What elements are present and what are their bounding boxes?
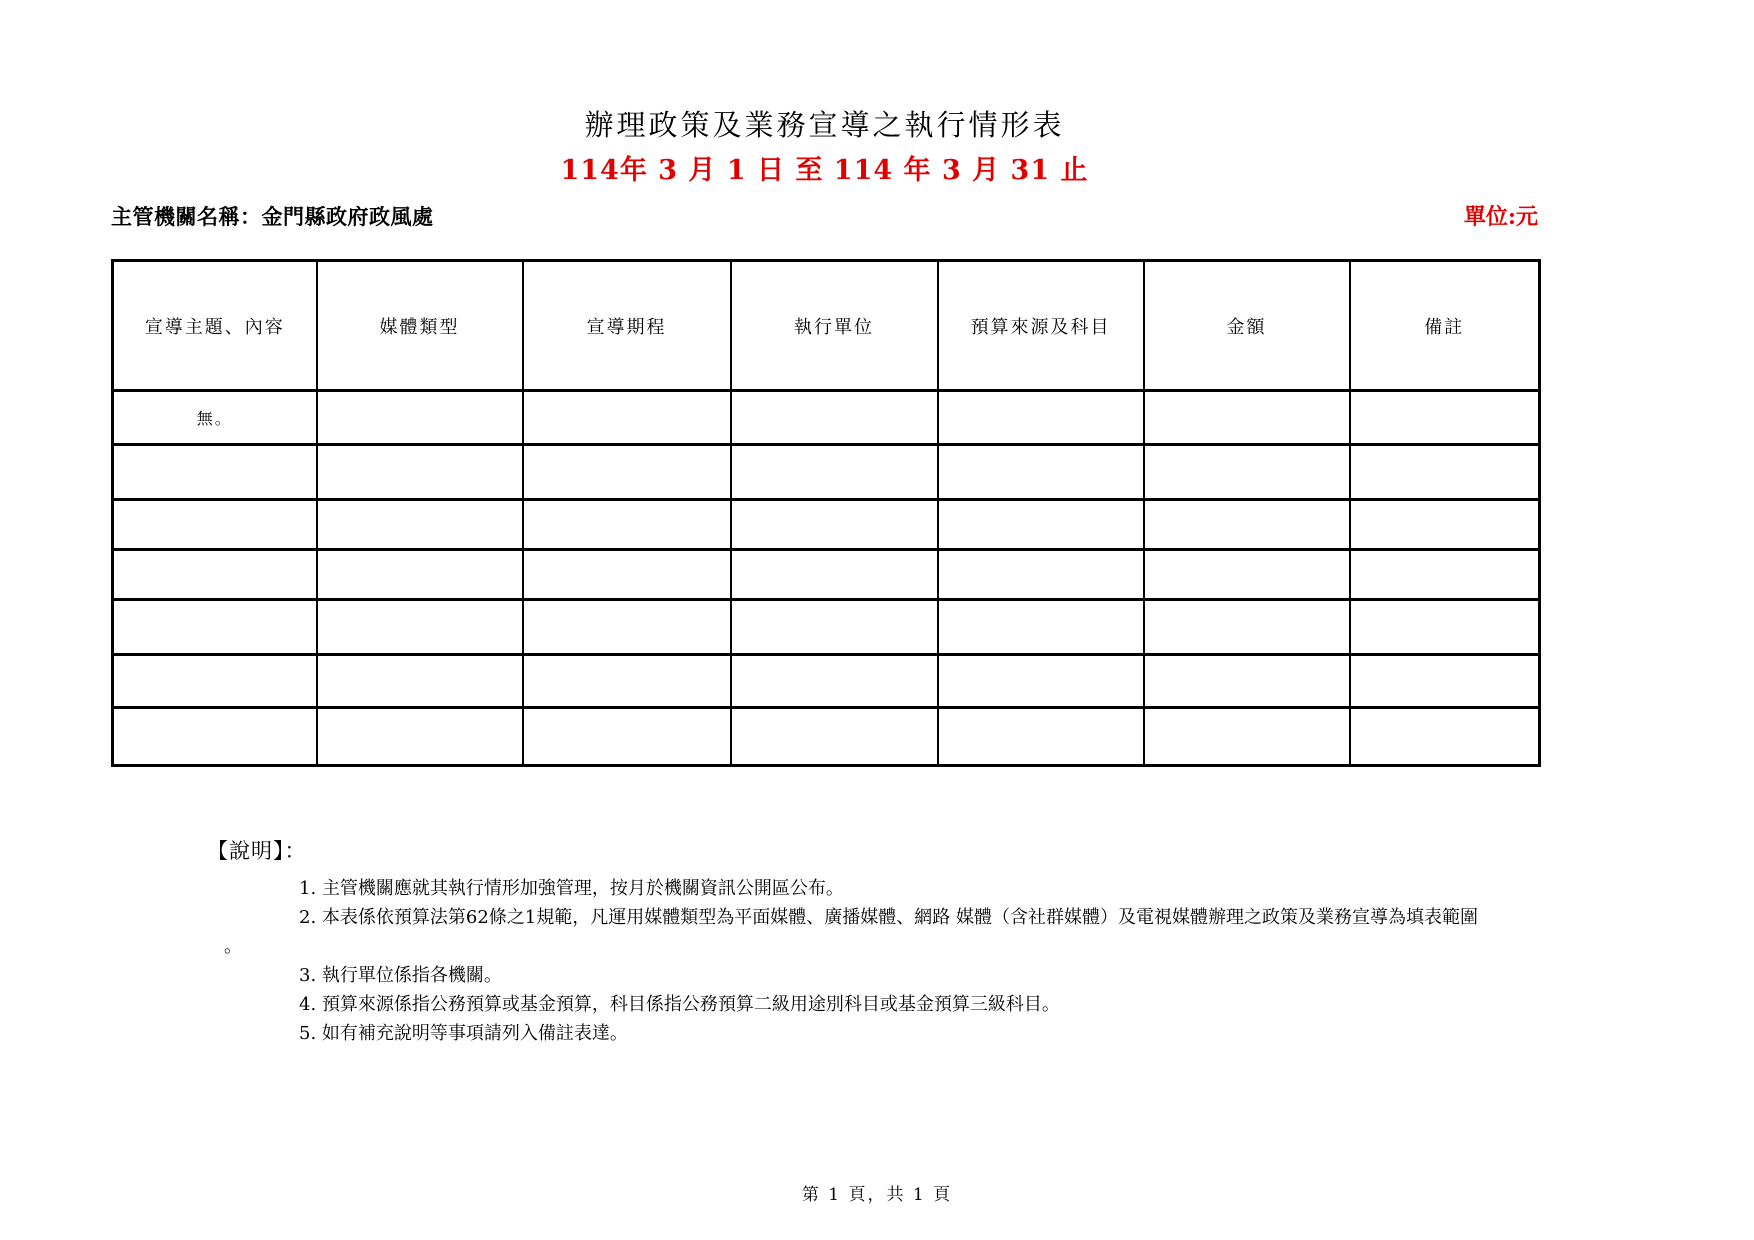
table-cell: [523, 500, 731, 550]
meta-row: [111, 200, 1538, 231]
table-row: [113, 655, 1540, 708]
table-cell: [938, 500, 1144, 550]
table-cell: [113, 655, 317, 708]
table-cell: [113, 500, 317, 550]
table-cell: [1144, 550, 1350, 600]
table-cell: [1144, 708, 1350, 766]
table-row: [113, 550, 1540, 600]
agency-name-label: 主管機關名稱：金門縣政府政風處: [111, 204, 434, 229]
table-cell: [938, 708, 1144, 766]
report-table-body: [113, 391, 1540, 766]
note-line: 。: [224, 936, 242, 957]
report-table: [111, 259, 1541, 767]
table-cell: [113, 708, 317, 766]
column-header-remarks: 備註: [1350, 261, 1540, 391]
table-header: [113, 261, 1540, 391]
table-row: [113, 600, 1540, 655]
table-row: [113, 391, 1540, 445]
table-cell: [113, 550, 317, 600]
table-cell: [317, 655, 523, 708]
table-cell: [938, 655, 1144, 708]
table-cell: [317, 445, 523, 500]
table-cell: [731, 445, 938, 500]
notes-heading: 【說明】：: [207, 839, 307, 863]
table-cell: [1350, 655, 1540, 708]
table-cell: [731, 600, 938, 655]
document-content: [111, 0, 1538, 1044]
table-cell: [317, 600, 523, 655]
table-cell: 無。: [113, 391, 317, 445]
table-cell: [1144, 445, 1350, 500]
table-cell: [523, 445, 731, 500]
table-cell: [1350, 550, 1540, 600]
table-cell: [317, 500, 523, 550]
table-cell: [317, 708, 523, 766]
table-cell: [1350, 500, 1540, 550]
column-header-topic: 宣導主題、內容: [113, 261, 317, 391]
table-cell: [731, 550, 938, 600]
page-title: 辦理政策及業務宣導之執行情形表: [584, 108, 1065, 142]
note-line: 5. 如有補充說明等事項請列入備註表達。: [299, 1023, 628, 1044]
table-cell: [1350, 445, 1540, 500]
table-cell: [1144, 391, 1350, 445]
table-cell: [113, 445, 317, 500]
table-cell: [317, 550, 523, 600]
table-cell: [1350, 600, 1540, 655]
report-period: 114年 3 月 1 日 至 114 年 3 月 31 止: [560, 155, 1089, 186]
table-cell: [317, 391, 523, 445]
table-header-row: [113, 261, 1540, 391]
page-number-footer: 第 1 頁，共 1 頁: [801, 1185, 953, 1205]
column-header-budget-source: 預算來源及科目: [938, 261, 1144, 391]
table-cell: [731, 500, 938, 550]
table-cell: [938, 391, 1144, 445]
note-line: 3. 執行單位係指各機關。: [299, 965, 502, 986]
table-cell: [731, 708, 938, 766]
table-cell: [731, 655, 938, 708]
column-header-schedule: 宣導期程: [523, 261, 731, 391]
table-cell: [1144, 500, 1350, 550]
table-cell: [523, 391, 731, 445]
notes-section: [207, 837, 1538, 1044]
table-cell: [523, 550, 731, 600]
table-cell: [938, 600, 1144, 655]
column-header-media-type: 媒體類型: [317, 261, 523, 391]
table-cell: [1350, 391, 1540, 445]
note-line: 2. 本表係依預算法第62條之1規範，凡運用媒體類型為平面媒體、廣播媒體、網路 媒體（含社群媒體）及電視媒體辦理之政策及業務宣導為填表範圍: [299, 907, 1478, 928]
table-cell: [731, 391, 938, 445]
column-header-executing-unit: 執行單位: [731, 261, 938, 391]
table-cell: [1144, 655, 1350, 708]
table-cell: [1350, 708, 1540, 766]
table-cell: [523, 600, 731, 655]
table-row: [113, 708, 1540, 766]
unit-label: 單位:元: [1463, 204, 1538, 230]
table-cell: [523, 708, 731, 766]
table-row: [113, 445, 1540, 500]
table-cell: [938, 445, 1144, 500]
column-header-amount: 金額: [1144, 261, 1350, 391]
table-cell: [523, 655, 731, 708]
table-cell: [938, 550, 1144, 600]
table-row: [113, 500, 1540, 550]
table-cell: [1144, 600, 1350, 655]
note-line: 1. 主管機關應就其執行情形加強管理，按月於機關資訊公開區公布。: [299, 878, 844, 899]
notes-list: [207, 879, 1538, 1044]
table-cell: [113, 600, 317, 655]
note-line: 4. 預算來源係指公務預算或基金預算，科目係指公務預算二級用途別科目或基金預算三級科目。: [299, 994, 1060, 1015]
